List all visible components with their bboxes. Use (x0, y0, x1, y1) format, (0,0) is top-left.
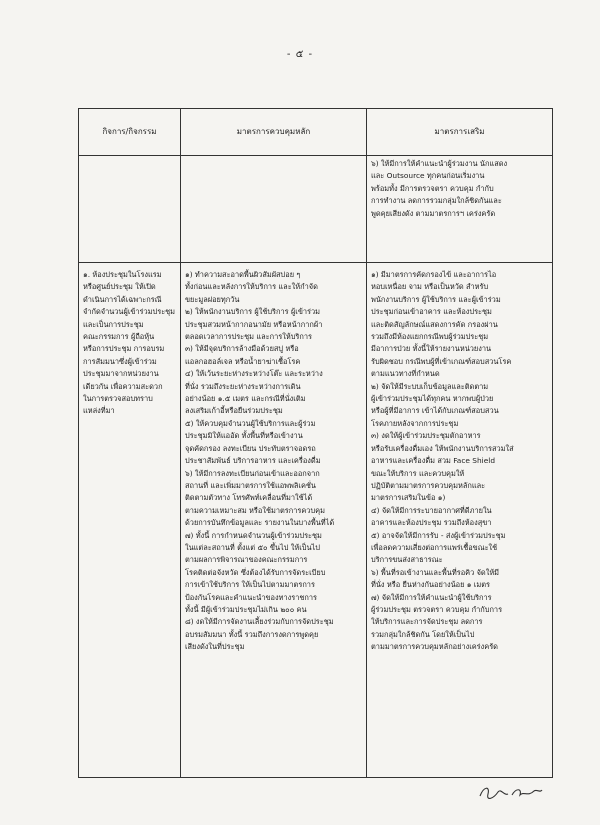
activity-cell (79, 263, 181, 778)
header-activity: กิจการ/กิจกรรม (79, 109, 181, 156)
page-number: - ๕ - (286, 49, 314, 60)
text-line: ผู้ร่วมประชุม ตรวจตรา ควบคุม กำกับการ (371, 604, 503, 614)
text-line: อย่างน้อย ๑.๕ เมตร และกรณีที่นั่งเติม (185, 394, 306, 404)
text-line: ประชุมสวมหน้ากากอนามัย หรือหน้ากากผ้า (185, 319, 323, 329)
continuation-activity-cell (79, 156, 181, 263)
text-line: ๕) อาจจัดให้มีการรับ - ส่งผู้เข้าร่วมประชุม (371, 530, 506, 540)
text-line: พร้อมทั้ง มีการตรวจตรา ควบคุม กำกับ (371, 183, 494, 193)
text-line: ตามความเหมาะสม หรือใช้มาตรการควบคุม (185, 505, 325, 515)
text-line: อาหารและเครื่องดื่ม สวม Face Shield (371, 456, 496, 466)
text-line: ประชุมมาจากหน่วยงาน (83, 369, 159, 379)
text-line: ๗) จัดให้มีการให้คำแนะนำผู้ใช้บริการ (371, 592, 492, 602)
continuation-supplementary-cell (367, 156, 553, 263)
text-line: ๑. ห้องประชุมในโรงแรม (83, 270, 162, 279)
continuation-row (79, 156, 553, 263)
text-line: ประชุมมิให้แออัด ทั้งพื้นที่หรือเข้างาน (185, 431, 303, 441)
text-line: มีอาการป่วย ทั้งนี้ให้รายงานหน่วยงาน (371, 344, 492, 354)
text-line: ประชาสัมพันธ์ บริการอาหาร และเครื่องดื่ม (185, 456, 321, 466)
text-line: ผู้เข้าร่วมประชุมได้ทุกคน หากพบผู้ป่วย (371, 394, 494, 404)
text-line: ๒) จัดให้มีระบบเก็บข้อมูลและติดตาม (371, 381, 489, 391)
text-line: ตามมาตรการควบคุมหลักอย่างเคร่งครัด (371, 642, 498, 652)
text-line: รวมกลุ่มใกล้ชิดกัน โดยให้เป็นไป (371, 629, 475, 639)
text-line: ลงเสริมเก้าอี้หรือยืนร่วมประชุม (185, 406, 283, 416)
text-line: อบรมสัมมนา ทั้งนี้ รวมถึงการงดการพูดคุย (185, 629, 319, 639)
text-line: ประชุมก่อนเข้าอาคาร และห้องประชุม (371, 307, 492, 317)
text-line: ๕) ให้ควบคุมจำนวนผู้ใช้บริการและผู้ร่วม (185, 418, 316, 428)
text-line: บริการขนส่งสาธารณะ (371, 555, 443, 565)
text-line: จำกัดจำนวนผู้เข้าร่วมประชุม (83, 307, 176, 317)
text-line: เสียงดังในที่ประชุม (185, 642, 245, 652)
measures-table (78, 108, 553, 778)
text-line: ๖) ให้มีการให้คำแนะนำผู้ร่วมงาน นักแสดง (371, 159, 508, 168)
text-line: ๑) มีมาตรการคัดกรองไข้ และอาการไอ (371, 270, 497, 279)
text-line: รวมถึงมีห้องแยกกรณีพบผู้ร่วมประชุม (371, 332, 489, 342)
text-line: ขณะให้บริการ และควบคุมให้ (371, 468, 465, 478)
text-line: เพื่อลดความเสี่ยงต่อการแพร่เชื้อขณะใช้ (371, 542, 498, 552)
signature-mark (476, 782, 546, 802)
text-line: และติดสัญลักษณ์แสดงการคัด กรองผ่าน (371, 319, 498, 329)
text-line: พนักงานบริการ ผู้ใช้บริการ และผู้เข้าร่วม (371, 294, 501, 304)
text-line: ๘) งดให้มีการจัดงานเลี้ยงร่วมกับการจัดประชุม (185, 617, 334, 627)
continuation-main-cell (181, 156, 367, 263)
text-line: ๒) ให้พนักงานบริการ ผู้ใช้บริการ ผู้เข้าร่วม (185, 307, 321, 317)
header-main-measures: มาตรการควบคุมหลัก (181, 109, 367, 156)
text-line: ทั้งก่อนและหลังการให้บริการ และให้กำจัด (185, 282, 318, 292)
text-line: ด้วยการบันทึกข้อมูลและ รายงานในบางพื้นที่ได้ (185, 518, 335, 528)
text-line: หรือการประชุม การอบรม (83, 344, 165, 354)
table-header-row (79, 109, 553, 156)
text-line: ป้องกันโรคและคำแนะนำของทางราชการ (185, 592, 317, 602)
text-line: อาคารและห้องประชุม รวมถึงห้องสุขา (371, 518, 492, 528)
text-line: ๓) งดให้ผู้เข้าร่วมประชุมตักอาหาร (371, 431, 481, 441)
text-line: หอบเหนื่อย จาม หรือเป็นหวัด สำหรับ (371, 282, 489, 292)
text-line: ๔) จัดให้มีการระบายอากาศที่ดีภายใน (371, 505, 492, 515)
supplementary-measures-cell (367, 263, 553, 778)
text-line: ที่นั่ง หรือ ยืนห่างกันอย่างน้อย ๑ เมตร (371, 580, 490, 590)
text-line: โรคภายหลังจากการประชุม (371, 418, 459, 428)
text-line: แหล่งที่มา (83, 406, 115, 416)
text-line: หรือผู้ที่มีอาการ เข้าได้กับเกณฑ์สอบสวน (371, 406, 499, 416)
text-line: และ Outsource ทุกคนก่อนเริ่มงาน (371, 171, 485, 181)
text-line: การสัมมนาซึ่งผู้เข้าร่วม (83, 356, 157, 366)
text-line: จุดคัดกรอง ลงทะเบียน ประทับตราจอดรถ (185, 443, 316, 453)
text-line: รับผิดชอบ กรณีพบผู้ที่เข้าเกณฑ์สอบสวนโรค (371, 356, 512, 366)
text-line: ตลอดเวลาการประชุม และการให้บริการ (185, 332, 312, 342)
meeting-room-row (79, 263, 553, 778)
text-line: สถานที่ และเพิ่มมาตรการใช้แอพพลิเคชั่น (185, 480, 316, 490)
text-line: หรือศูนย์ประชุม ให้เปิด (83, 282, 156, 292)
text-line: ขยะมูลฝอยทุกวัน (185, 294, 240, 304)
text-line: และเป็นการประชุม (83, 319, 144, 329)
main-measures-cell (181, 263, 367, 778)
text-line: ในการตรวจสอบทราบ (83, 394, 153, 404)
text-line: การทำงาน ลดการรวมกลุ่มใกล้ชิดกันและ (371, 196, 502, 206)
text-line: การเข้าใช้บริการ ให้เป็นไปตามมาตรการ (185, 580, 315, 590)
text-line: ๗) ทั้งนี้ การกำหนดจำนวนผู้เข้าร่วมประชุม (185, 530, 322, 540)
text-line: ตามแนวทางที่กำหนด (371, 369, 440, 379)
text-line: พูดคุยเสียงดัง ตามมาตรการฯ เคร่งครัด (371, 208, 496, 218)
text-line: ติดตามตัวทาง โทรศัพท์เคลื่อนที่มาใช้ได้ (185, 493, 313, 503)
text-line: แอลกอฮอล์เจล หรือน้ำยาฆ่าเชื้อโรค (185, 356, 301, 366)
text-line: ทั้งนี้ มีผู้เข้าร่วมประชุมไม่เกิน ๒๐๐ คน (185, 604, 307, 614)
text-line: ตามผลการพิจารณาของคณะกรรมการ (185, 555, 308, 565)
text-line: ดำเนินการได้เฉพาะกรณี (83, 294, 162, 304)
text-line: หรือรับเครื่องดื่มเอง ให้พนักงานบริการสวมใส่ (371, 443, 514, 453)
text-line: ๑) ทำความสะอาดพื้นผิวสัมผัสบ่อย ๆ (185, 270, 301, 279)
text-line: เดียวกัน เพื่อความสะดวก (83, 381, 163, 391)
text-line: ปฏิบัติตามมาตรการควบคุมหลักและ (371, 480, 486, 490)
text-line: ๖) ให้มีการลงทะเบียนก่อนเข้าและออกจาก (185, 468, 320, 478)
text-line: ๔) ให้เว้นระยะห่างระหว่างโต๊ะ และระหว่าง (185, 369, 323, 379)
text-line: ในแต่ละสถานที่ ตั้งแต่ ๕๐ ขึ้นไป ให้เป็นไป (185, 542, 320, 552)
text-line: มาตรการเสริมในข้อ ๑) (371, 493, 446, 503)
text-line: ให้บริการและการจัดประชุม ลดการ (371, 617, 483, 627)
text-line: ๓) ให้มีจุดบริการล้างมือด้วยสบู่ หรือ (185, 344, 299, 354)
header-supplementary-measures: มาตรการเสริม (367, 109, 553, 156)
text-line: ๖) พื้นที่รอเข้างานและพื้นที่รอคิว จัดให้มี (371, 567, 500, 577)
text-line: คณะกรรมการ ผู้ถือหุ้น (83, 332, 155, 342)
text-line: โรคติดต่อจังหวัด ซึ่งต้องได้รับการจัดระเบียบ (185, 567, 326, 577)
text-line: ที่นั่ง รวมถึงระยะห่างระหว่างการเดิน (185, 381, 301, 391)
